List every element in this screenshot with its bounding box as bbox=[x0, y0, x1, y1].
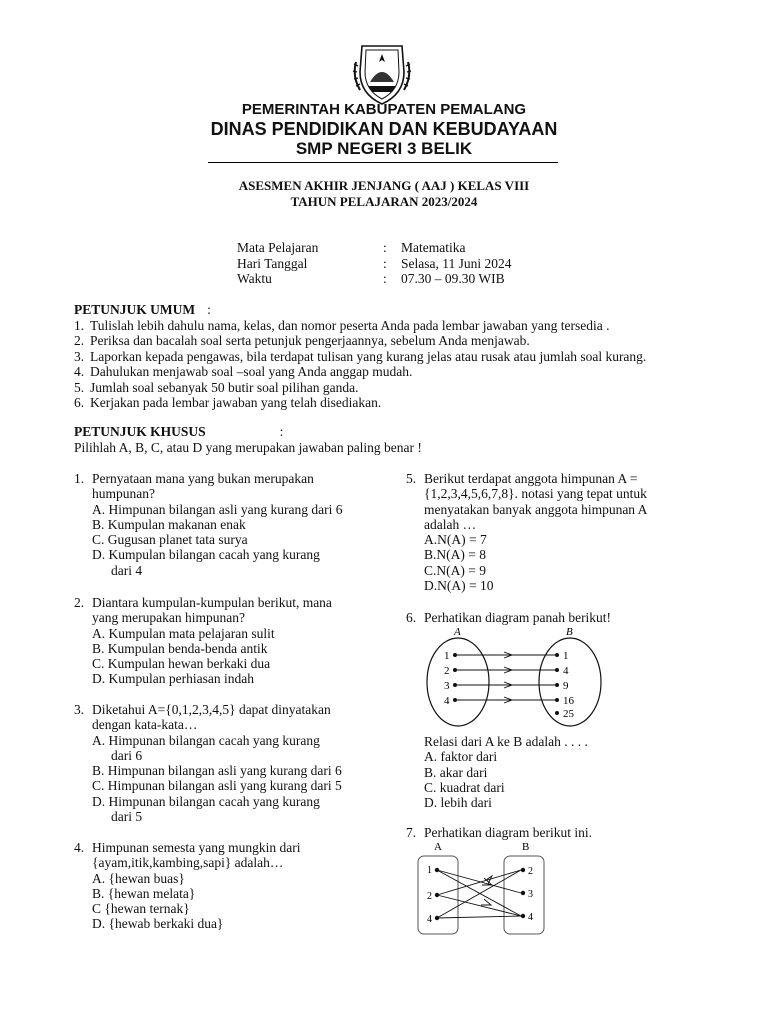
option-b: B. Himpunan bilangan asli yang kurang dari 6 bbox=[92, 763, 342, 779]
question-2 bbox=[74, 595, 394, 687]
question-stem: dengan kata-kata… bbox=[92, 717, 198, 733]
point bbox=[555, 683, 559, 687]
general-instructions-heading: PETUNJUK UMUM : bbox=[74, 302, 211, 317]
option-d-continued: dari 5 bbox=[111, 809, 143, 825]
option-a: A. Himpunan bilangan cacah yang kurang bbox=[92, 732, 320, 748]
set-a-element: 4 bbox=[444, 695, 450, 707]
question-stem: Diketahui A={0,1,2,3,4,5} dapat dinyatakan bbox=[92, 702, 331, 717]
list-item: 3. Laporkan kepada pengawas, bila terdapat tulisan yang kurang jelas atau rusak atau jumlah soal kurang. bbox=[74, 348, 647, 364]
arrowhead bbox=[481, 899, 491, 905]
info-label: Mata Pelajaran bbox=[237, 240, 319, 255]
set-b-label: B bbox=[566, 626, 573, 638]
question-number: 1. bbox=[74, 471, 85, 486]
question-stem: Diantara kumpulan-kumpulan berikut, mana bbox=[92, 595, 332, 610]
question-1 bbox=[74, 471, 394, 578]
question-stem: {ayam,itik,kambing,sapi} adalah… bbox=[92, 855, 284, 871]
question-4 bbox=[74, 840, 394, 932]
info-label: Waktu bbox=[237, 271, 272, 286]
exam-title: ASESMEN AKHIR JENJANG ( AAJ ) KELAS VIII bbox=[238, 178, 530, 193]
option-c: C. Kumpulan hewan berkaki dua bbox=[92, 656, 271, 672]
set-a-element: 4 bbox=[427, 914, 432, 925]
point bbox=[555, 711, 559, 715]
diagram-points bbox=[453, 653, 559, 715]
info-row bbox=[237, 240, 512, 256]
option-a: A.N(A) = 7 bbox=[424, 532, 487, 548]
question-stem: adalah … bbox=[424, 516, 477, 532]
set-b-element: 4 bbox=[528, 912, 533, 923]
question-6 bbox=[406, 610, 736, 625]
arrow bbox=[437, 895, 521, 916]
question-stem: Himpunan semesta yang mungkin dari bbox=[92, 840, 301, 855]
option-a: A. Kumpulan mata pelajaran sulit bbox=[92, 625, 275, 641]
option-d: D. Himpunan bilangan cacah yang kurang bbox=[92, 793, 320, 809]
option-d: D. Kumpulan perhiasan indah bbox=[92, 671, 254, 687]
option-b: B. akar dari bbox=[424, 764, 488, 780]
general-instructions-list bbox=[74, 318, 754, 411]
set-b-element: 3 bbox=[528, 889, 533, 900]
info-value: Matematika bbox=[401, 240, 466, 255]
info-label: Hari Tanggal bbox=[237, 255, 308, 271]
point bbox=[453, 653, 457, 657]
info-sep: : bbox=[383, 255, 387, 271]
question-number: 2. bbox=[74, 595, 85, 610]
option-b: B. Kumpulan benda-benda antik bbox=[92, 640, 268, 656]
set-a-element: 2 bbox=[427, 891, 432, 902]
header-divider bbox=[208, 162, 558, 163]
set-a-label: A bbox=[434, 841, 442, 853]
arrow-diagram-q7 bbox=[414, 838, 554, 938]
point bbox=[521, 891, 525, 895]
question-3 bbox=[74, 702, 394, 824]
header-government: PEMERINTAH KABUPATEN PEMALANG bbox=[241, 101, 527, 118]
option-c: C {hewan ternak} bbox=[92, 901, 190, 917]
point bbox=[521, 868, 525, 872]
info-row bbox=[237, 271, 512, 287]
option-a: A. faktor dari bbox=[424, 749, 498, 765]
point bbox=[555, 698, 559, 702]
general-instructions bbox=[74, 302, 754, 411]
set-a-element: 1 bbox=[444, 650, 450, 662]
option-c: C. Gugusan planet tata surya bbox=[92, 532, 248, 548]
set-b-element: 2 bbox=[528, 866, 533, 877]
point bbox=[521, 914, 525, 918]
set-b-element: 4 bbox=[563, 665, 569, 677]
option-b: B. {hewan melata} bbox=[92, 885, 196, 901]
option-b: B.N(A) = 8 bbox=[424, 547, 486, 563]
list-item: 6. Kerjakan pada lembar jawaban yang telah disediakan. bbox=[74, 395, 382, 410]
option-a: A. {hewan buas} bbox=[92, 870, 185, 886]
list-item: 5. Jumlah soal sebanyak 50 butir soal pilihan ganda. bbox=[74, 379, 359, 395]
set-a-element: 2 bbox=[444, 665, 450, 677]
info-sep: : bbox=[383, 271, 387, 286]
list-item: 1. Tulislah lebih dahulu nama, kelas, dan nomor peserta Anda pada lembar jawaban yang tersedia . bbox=[74, 317, 610, 333]
set-b-box bbox=[504, 856, 544, 934]
exam-info bbox=[237, 240, 512, 287]
info-value: 07.30 – 09.30 WIB bbox=[401, 271, 505, 286]
point bbox=[453, 683, 457, 687]
special-instructions bbox=[74, 424, 754, 455]
question-stem: yang merupakan himpunan? bbox=[92, 610, 245, 626]
point bbox=[555, 668, 559, 672]
set-b-element: 9 bbox=[563, 680, 569, 692]
diagram-arrows bbox=[437, 870, 521, 918]
list-item: 2. Periksa dan bacalah soal serta petunjuk pengerjaannya, sebelum Anda menjawab. bbox=[74, 333, 530, 348]
set-a-oval bbox=[427, 638, 489, 726]
question-number: 4. bbox=[74, 840, 85, 855]
option-a: A. Himpunan bilangan asli yang kurang dari 6 bbox=[92, 501, 343, 517]
option-c: C. Himpunan bilangan asli yang kurang dari 5 bbox=[92, 778, 342, 794]
option-d: D. {hewab berkaki dua} bbox=[92, 916, 224, 932]
set-a-element: 1 bbox=[427, 865, 432, 876]
set-b-element: 16 bbox=[563, 695, 574, 707]
question-stem: {1,2,3,4,5,6,7,8}. notasi yang tepat untuk bbox=[424, 486, 647, 502]
option-b: B. Kumpulan makanan enak bbox=[92, 516, 246, 532]
info-row bbox=[237, 256, 512, 272]
question-stem: menyatakan banyak anggota himpunan A bbox=[424, 501, 648, 517]
info-sep: : bbox=[383, 240, 387, 255]
question-stem: Perhatikan diagram panah berikut! bbox=[424, 610, 612, 625]
question-stem: Pernyataan mana yang bukan merupakan bbox=[92, 471, 314, 486]
header-department: DINAS PENDIDIKAN DAN KEBUDAYAAN bbox=[210, 119, 558, 139]
set-b-label: B bbox=[522, 841, 530, 853]
question-stem: Berikut terdapat anggota himpunan A = bbox=[424, 471, 638, 486]
question-number: 3. bbox=[74, 702, 85, 717]
set-a-label: A bbox=[454, 626, 461, 638]
exam-year: TAHUN PELAJARAN 2023/2024 bbox=[290, 194, 478, 209]
special-instructions-heading: PETUNJUK KHUSUS : bbox=[74, 424, 284, 439]
point bbox=[555, 653, 559, 657]
info-value: Selasa, 11 Juni 2024 bbox=[401, 255, 512, 271]
arrow bbox=[437, 916, 521, 918]
regency-emblem-logo bbox=[352, 42, 412, 106]
question-stem: Perhatikan diagram berikut ini. bbox=[424, 825, 592, 840]
option-c: C.N(A) = 9 bbox=[424, 562, 486, 578]
point bbox=[453, 668, 457, 672]
question-number: 5. bbox=[406, 471, 417, 486]
option-d-continued: dari 4 bbox=[111, 562, 143, 578]
set-b-element: 25 bbox=[563, 708, 574, 720]
option-c: C. kuadrat dari bbox=[424, 779, 505, 795]
option-d: D.N(A) = 10 bbox=[424, 578, 494, 594]
set-b-element: 1 bbox=[563, 650, 569, 662]
list-item: 4. Dahulukan menjawab soal –soal yang Anda anggap mudah. bbox=[74, 364, 413, 379]
question-stem: humpunan? bbox=[92, 486, 155, 502]
header-school: SMP NEGERI 3 BELIK bbox=[295, 139, 473, 158]
question-6-options bbox=[406, 734, 736, 810]
arrow-diagram-q6 bbox=[420, 624, 610, 728]
point bbox=[453, 698, 457, 702]
option-a-continued: dari 6 bbox=[111, 747, 143, 763]
set-a-element: 3 bbox=[444, 680, 450, 692]
question-number: 6. bbox=[406, 610, 417, 625]
question-prompt: Relasi dari A ke B adalah . . . . bbox=[424, 734, 588, 749]
option-d: D. Kumpulan bilangan cacah yang kurang bbox=[92, 547, 320, 563]
option-d: D. lebih dari bbox=[424, 795, 492, 811]
question-number: 7. bbox=[406, 825, 417, 840]
question-5 bbox=[406, 471, 736, 593]
special-instructions-text: Pilihlah A, B, C, atau D yang merupakan jawaban paling benar ! bbox=[74, 439, 422, 455]
